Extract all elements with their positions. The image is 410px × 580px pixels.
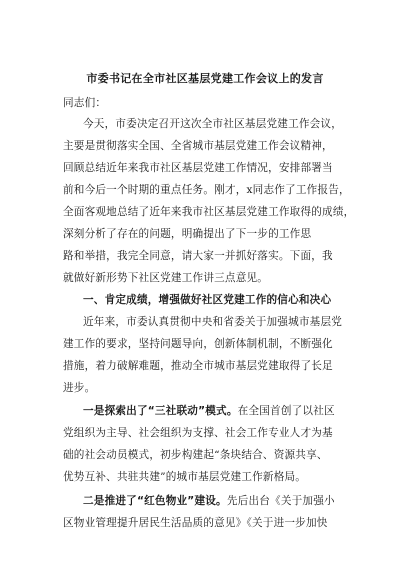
intro-line: 前和今后一个时期的重点任务。刚才，x同志作了工作报告， [63,184,350,196]
point-text: 先后出台《关于加强小 [226,495,335,507]
intro-line: 回顾总结近年来我市社区基层党建工作情况，安排部署当 [63,162,333,174]
intro-line: 深刻分析了存在的问题，明确提出了下一步的工作思 [63,228,312,240]
point-lead: 一是探索出了“三社联动”模式。 [83,405,238,417]
section-body-line: 进步。 [63,382,96,394]
point-line [83,404,335,418]
intro-line: 全面客观地总结了近年来我市社区基层党建工作取得的成绩， [63,206,355,218]
point-line [83,494,335,508]
point-text: 在全国首创了以社区 [237,405,335,417]
point-body-line: 区物业管理提升居民生活品质的意见》《关于进一步加快 [63,517,328,529]
point-body-line: 优势互补、共驻共建”的城市基层党建工作新格局。 [63,471,307,483]
intro-line: 就做好新形势下社区党建工作讲三点意见。 [63,272,269,284]
intro-line: 今天，市委决定召开这次全市社区基层党建工作会议， [83,118,343,130]
point-lead: 二是推进了“红色物业”建设。 [83,495,227,507]
point-body-line: 党组织为主导、社会组织为支撑、社会工作专业人才为基 [63,427,333,439]
point-body-line: 础的社会动员模式，初步构建起“条块结合、资源共享、 [63,449,328,461]
section-body-line: 近年来，市委认真贯彻中央和省委关于加强城市基层党 [83,316,343,328]
document-title: 市委书记在全市社区基层党建工作会议上的发言 [86,72,324,85]
intro-line: 路和举措，我完全同意，请大家一并抓好落实。下面，我 [63,250,333,262]
intro-line: 主要是贯彻落实全国、全省城市基层党建工作会议精神， [63,140,333,152]
section-body-line: 建工作的要求，坚持问题导向，创新体制机制，不断强化 [63,338,333,350]
section-body-line: 措施，着力破解难题，推动全市城市基层党建取得了长足 [63,360,333,372]
salutation: 同志们： [63,97,107,109]
section-heading: 一、肯定成绩，增强做好社区党建工作的信心和决心 [83,294,332,306]
